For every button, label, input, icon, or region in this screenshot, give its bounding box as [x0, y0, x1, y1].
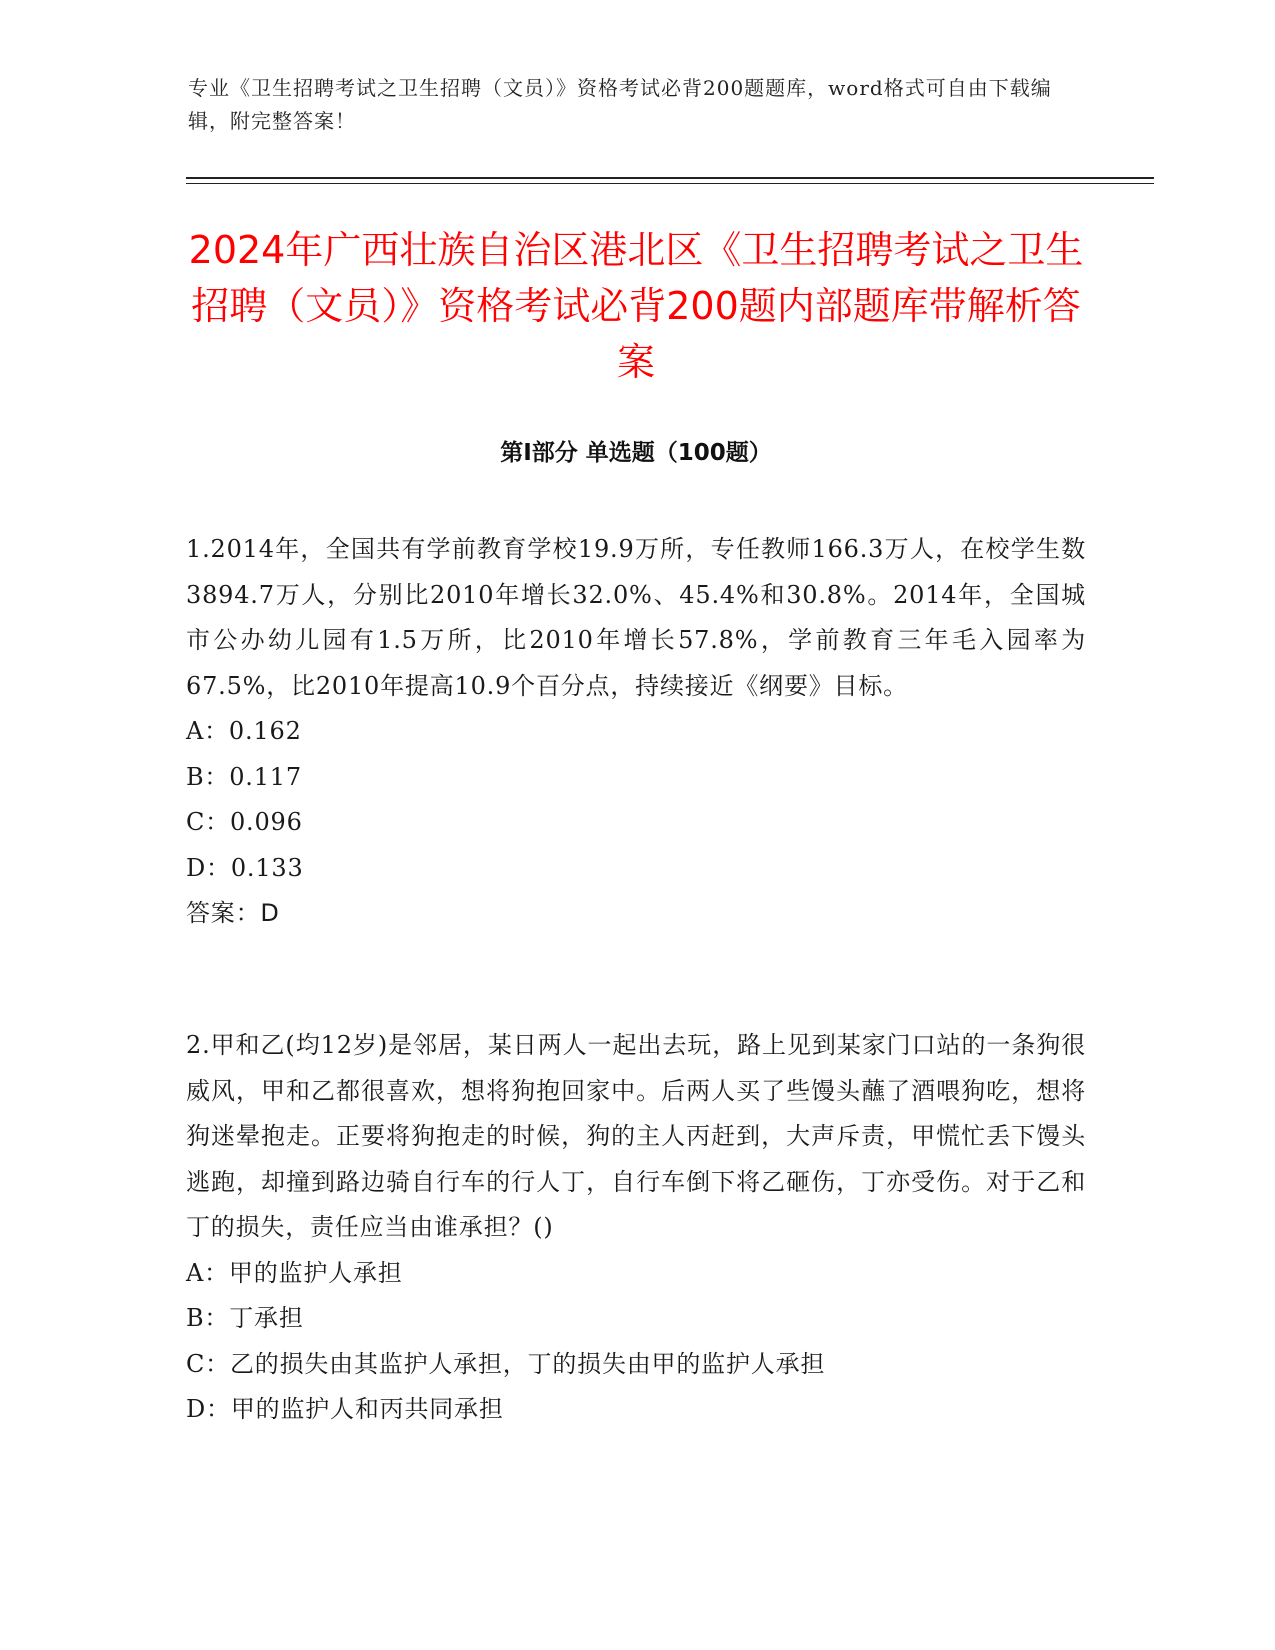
header-divider-thick — [186, 177, 1154, 179]
option-c: C：0.096 — [186, 808, 303, 836]
option-a: A：0.162 — [186, 717, 302, 745]
option-b: B：0.117 — [186, 762, 302, 791]
section-title: 第Ⅰ部分 单选题（100题） — [500, 440, 772, 466]
question-1 — [186, 527, 1086, 937]
question-text: 2.甲和乙(均12岁)是邻居，某日两人一起出去玩，路上见到某家门口站的一条狗很威风，甲和乙都很喜欢，想将狗抱回家中。后两人买了些馒头蘸了酒喂狗吃，想将狗迷晕抱走。正要将狗抱走的时候，狗的主人丙赶到，大声斥责，甲慌忙丢下馒头逃跑，却撞到路边骑自行车的行人丁，自行车倒下将乙砸伤，丁亦受伤。对于乙和丁的损失，责任应当由谁承担？() — [186, 1031, 1086, 1241]
option-c: C：乙的损失由其监护人承担，丁的损失由甲的监护人承担 — [186, 1349, 826, 1378]
answer: 答案：D — [186, 899, 280, 927]
option-list — [186, 709, 1086, 891]
header-note: 专业《卫生招聘考试之卫生招聘（文员）》资格考试必背200题题库，word格式可自由下载编辑，附完整答案！ — [188, 76, 1052, 133]
option-a: A：甲的监护人承担 — [186, 1258, 403, 1287]
document-title: 2024年广西壮族自治区港北区《卫生招聘考试之卫生招聘（文员）》资格考试必背200题内部题库带解析答案 — [188, 228, 1084, 384]
option-d: D：甲的监护人和丙共同承担 — [186, 1395, 504, 1423]
header-divider-thin — [186, 183, 1154, 184]
option-d: D：0.133 — [186, 853, 304, 882]
option-list — [186, 1251, 1086, 1433]
question-2 — [186, 1023, 1086, 1433]
question-text: 1.2014年，全国共有学前教育学校19.9万所，专任教师166.3万人，在校学生数3894.7万人，分别比2010年增长32.0%、45.4%和30.8%。2014年，全国城市公办幼儿园有1.5万所，比2010年增长57.8%，学前教育三年毛入园率为67.5%，比2010年提高10.9个百分点，持续接近《纲要》目标。 — [186, 535, 1086, 700]
option-b: B：丁承担 — [186, 1304, 304, 1332]
